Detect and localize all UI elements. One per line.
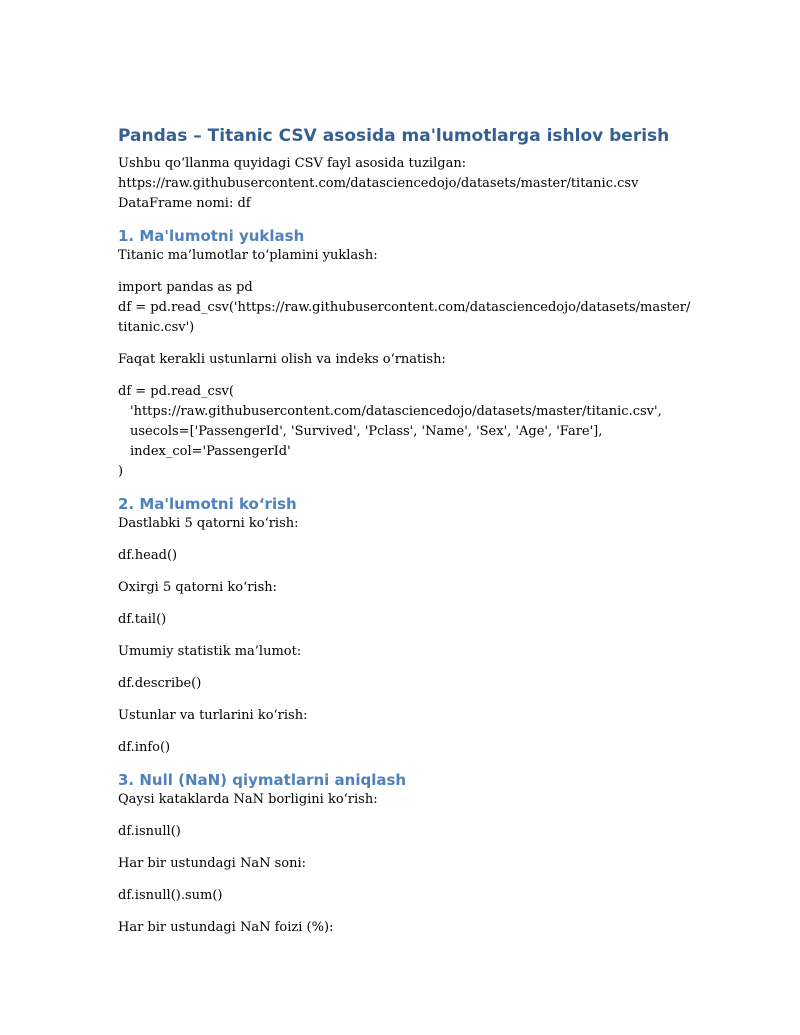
section-1-description-2: Faqat kerakli ustunlarni olish va indeks o‘rnatish: bbox=[118, 352, 446, 367]
code-line: df.describe() bbox=[118, 676, 202, 691]
intro-line-description: Ushbu qo‘llanma quyidagi CSV fayl asosida tuzilgan: bbox=[118, 156, 467, 171]
section-3-description-isnull: Qaysi kataklarda NaN borligini ko‘rish: bbox=[118, 792, 378, 807]
code-line: ) bbox=[118, 464, 124, 479]
code-line: df.isnull().sum() bbox=[118, 888, 223, 903]
code-line: df = pd.read_csv('https://raw.githubusercontent.com/datasciencedojo/datasets/master/ bbox=[118, 300, 691, 315]
section-2-heading: 2. Ma'lumotni ko‘rish bbox=[118, 495, 297, 513]
section-2-description-info: Ustunlar va turlarini ko‘rish: bbox=[118, 708, 308, 723]
document-page bbox=[118, 124, 718, 938]
code-line: index_col='PassengerId' bbox=[130, 444, 291, 459]
intro-line-url: https://raw.githubusercontent.com/datasciencedojo/datasets/master/titanic.csv bbox=[118, 176, 639, 191]
code-line: df.isnull() bbox=[118, 824, 181, 839]
code-line: titanic.csv') bbox=[118, 320, 195, 335]
section-3-heading: 3. Null (NaN) qiymatlarni aniqlash bbox=[118, 771, 407, 789]
code-line: df.head() bbox=[118, 548, 178, 563]
code-line: import pandas as pd bbox=[118, 280, 253, 295]
section-3-description-percent: Har bir ustundagi NaN foizi (%): bbox=[118, 920, 334, 935]
section-3-description-sum: Har bir ustundagi NaN soni: bbox=[118, 856, 306, 871]
code-line: df.tail() bbox=[118, 612, 167, 627]
section-2-description-tail: Oxirgi 5 qatorni ko‘rish: bbox=[118, 580, 278, 595]
code-line: df = pd.read_csv( bbox=[118, 384, 234, 399]
code-line: df.info() bbox=[118, 740, 171, 755]
section-1-description: Titanic ma’lumotlar to‘plamini yuklash: bbox=[118, 248, 378, 263]
code-line: usecols=['PassengerId', 'Survived', 'Pclass', 'Name', 'Sex', 'Age', 'Fare'], bbox=[130, 424, 603, 439]
code-line: 'https://raw.githubusercontent.com/datasciencedojo/datasets/master/titanic.csv', bbox=[130, 404, 662, 419]
section-2-description-describe: Umumiy statistik ma’lumot: bbox=[118, 644, 302, 659]
intro-line-dataframe-name: DataFrame nomi: df bbox=[118, 196, 251, 211]
document-title: Pandas – Titanic CSV asosida ma'lumotlarga ishlov berish bbox=[118, 126, 670, 146]
section-1-heading: 1. Ma'lumotni yuklash bbox=[118, 227, 305, 245]
section-2-description-head: Dastlabki 5 qatorni ko‘rish: bbox=[118, 516, 299, 531]
